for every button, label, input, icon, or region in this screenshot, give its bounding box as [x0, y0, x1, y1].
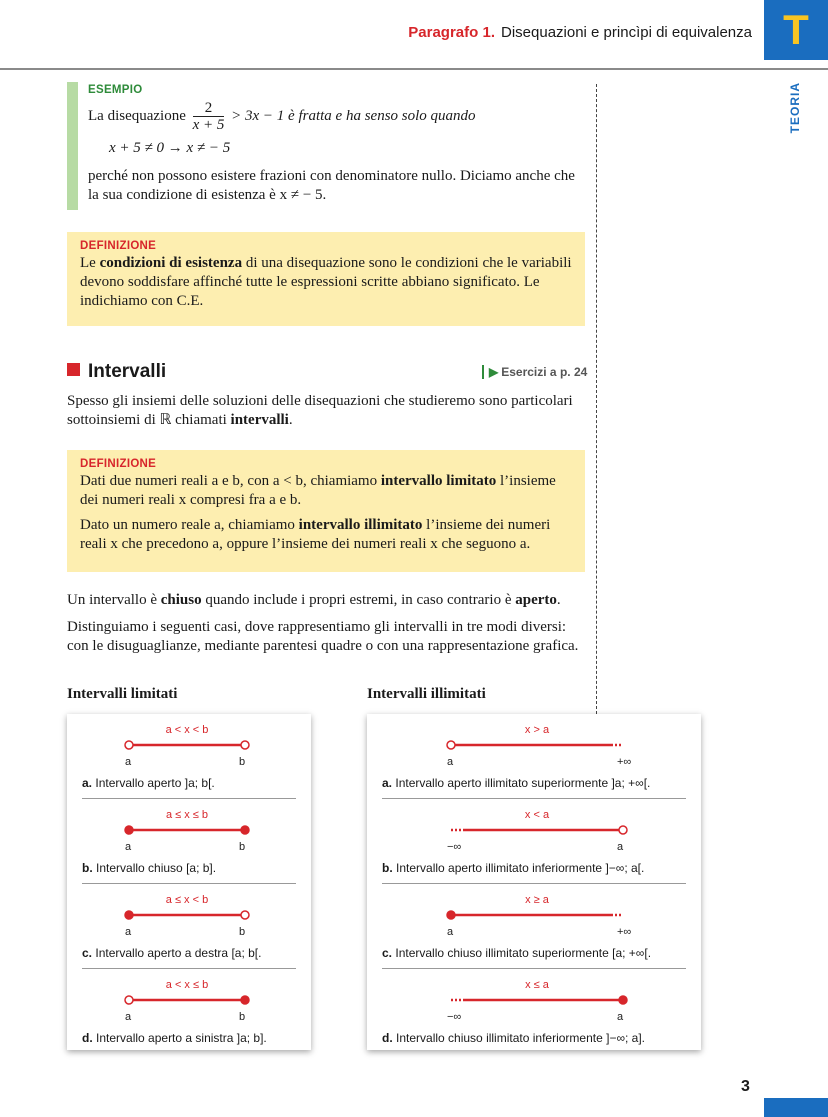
interval-left-label: a — [125, 926, 132, 938]
interval-separator — [382, 968, 686, 969]
example-line-3: perché non possono esistere frazioni con denominatore nullo. Diciamo anche che la sua condizione di esistenza è x ≠ − 5. — [88, 168, 575, 203]
open-endpoint-right — [241, 741, 249, 749]
closed-endpoint-left — [125, 826, 133, 834]
column-divider — [596, 84, 597, 714]
example-tag: ESEMPIO — [88, 84, 143, 96]
interval-inequality: a ≤ x < b — [165, 894, 209, 906]
section-intro — [67, 392, 587, 430]
definition-tag-2: DEFINIZIONE — [80, 458, 157, 470]
definition-2-p2 — [80, 516, 572, 554]
open-endpoint-left — [125, 996, 133, 1004]
interval-caption-text: Intervallo aperto illimitato superiormente ]a; +∞[. — [395, 776, 651, 790]
interval-caption-letter: c. — [382, 946, 393, 960]
interval-separator — [382, 883, 686, 884]
interval-inequality: x ≤ a — [525, 979, 549, 991]
interval-caption-letter: b. — [382, 861, 393, 875]
open-bold: aperto — [515, 592, 557, 608]
definition-tag-1: DEFINIZIONE — [80, 240, 157, 252]
unlimited-intervals-card — [367, 714, 701, 1050]
def2-p1-pre: Dati due numeri reali a e b, con a < b, chiamiamo — [80, 473, 378, 489]
def2-p2-bold: intervallo illimitato — [298, 517, 423, 533]
interval-number-line — [67, 821, 311, 841]
interval-separator — [82, 798, 296, 799]
closed-endpoint-right — [241, 996, 249, 1004]
interval-caption — [382, 861, 644, 875]
side-label-teoria: TEORIA — [788, 82, 802, 134]
closed-endpoint-right — [241, 826, 249, 834]
intro-post: . — [288, 412, 293, 428]
interval-right-label: a — [617, 841, 624, 853]
fraction-numerator: 2 — [204, 100, 213, 116]
interval-item — [367, 722, 701, 802]
interval-caption — [82, 861, 216, 875]
interval-item — [67, 807, 311, 887]
closed-open-text — [67, 591, 587, 610]
interval-separator — [382, 798, 686, 799]
section-title — [67, 361, 166, 383]
interval-caption-letter: d. — [82, 1031, 93, 1045]
interval-item — [67, 977, 311, 1057]
closed-endpoint-left — [447, 911, 455, 919]
interval-caption-text: Intervallo aperto ]a; b[. — [95, 776, 215, 790]
example-formula: x + 5 ≠ 0 → x ≠ − 5 — [109, 140, 231, 156]
interval-left-label: a — [125, 1011, 132, 1023]
interval-left-label: a — [447, 926, 454, 938]
interval-left-label: −∞ — [447, 1011, 462, 1023]
interval-caption — [382, 1031, 645, 1045]
open-endpoint-right — [619, 826, 627, 834]
exercises-link[interactable] — [482, 365, 587, 379]
interval-right-label: b — [239, 841, 246, 853]
section-square-icon — [67, 363, 80, 376]
interval-caption-text: Intervallo chiuso illimitato superiormente [a; +∞[. — [395, 946, 652, 960]
interval-right-label: b — [239, 1011, 246, 1023]
def1-post: di una disequazione sono le condizioni che le variabili devono soddisfare affinché tutte le espressioni scritte abbiano significato. Le indichiamo con C.E. — [80, 255, 572, 309]
closed-post: . — [556, 592, 561, 608]
closed-bold: chiuso — [160, 592, 202, 608]
limited-intervals-card — [67, 714, 311, 1050]
example-line-1-pre: La disequazione — [88, 107, 186, 124]
open-endpoint-left — [447, 741, 455, 749]
definition-2-p1 — [80, 472, 572, 510]
interval-right-label: a — [617, 1011, 624, 1023]
closed-endpoint-right — [619, 996, 627, 1004]
def2-p2-pre: Dato un numero reale a, chiamiamo — [80, 517, 295, 533]
interval-separator — [82, 883, 296, 884]
interval-inequality: a ≤ x ≤ b — [165, 809, 209, 821]
page-corner-bar — [764, 1098, 828, 1117]
page-number: 3 — [741, 1078, 750, 1095]
interval-caption-text: Intervallo chiuso [a; b]. — [96, 861, 217, 875]
open-endpoint-right — [241, 911, 249, 919]
fraction-denominator: x + 5 — [192, 117, 225, 133]
def2-p1-post: l’insieme dei numeri reali x compresi fra a e b. — [80, 473, 556, 508]
example-fraction — [193, 100, 225, 133]
def2-p1-bold: intervallo limitato — [380, 473, 497, 489]
interval-number-line — [367, 821, 701, 841]
interval-separator — [82, 968, 296, 969]
interval-caption-text: Intervallo aperto illimitato inferiormente ]−∞; a[. — [396, 861, 645, 875]
interval-number-line — [367, 736, 701, 756]
interval-inequality: x > a — [524, 724, 550, 736]
interval-item — [67, 722, 311, 802]
example-bar — [67, 82, 78, 210]
closed-mid: quando include i propri estremi, in caso contrario è — [205, 592, 512, 608]
example-line-1 — [88, 100, 587, 133]
interval-number-line — [67, 906, 311, 926]
limited-title: Intervalli limitati — [67, 686, 178, 702]
definition-box-2 — [67, 450, 585, 572]
interval-item — [367, 977, 701, 1057]
interval-caption-text: Intervallo chiuso illimitato inferiormente ]−∞; a]. — [396, 1031, 646, 1045]
page-header — [0, 0, 828, 70]
closed-pre: Un intervallo è — [67, 592, 157, 608]
theory-tab-letter: T — [783, 6, 809, 53]
interval-right-label: +∞ — [617, 926, 632, 938]
theory-tab — [764, 0, 828, 60]
interval-inequality: a < x < b — [165, 724, 209, 736]
interval-caption — [382, 946, 651, 960]
interval-caption-text: Intervallo aperto a destra [a; b[. — [95, 946, 262, 960]
paragraph-heading — [408, 24, 752, 41]
def2-p2-post: l’insieme dei numeri reali x che precedono a, oppure l’insieme dei numeri reali x che seguono a. — [80, 517, 551, 552]
paragraph-title: Disequazioni e princìpi di equivalenza — [501, 24, 752, 41]
interval-caption — [82, 946, 261, 960]
interval-caption-letter: b. — [82, 861, 93, 875]
def1-bold: condizioni di esistenza — [99, 255, 243, 271]
unlimited-title: Intervalli illimitati — [367, 686, 486, 702]
section-title-text: Intervalli — [88, 361, 167, 382]
definition-box-1 — [67, 232, 585, 326]
def1-pre: Le — [80, 255, 96, 271]
play-triangle-icon: ▶ — [489, 365, 499, 379]
interval-right-label: b — [239, 926, 246, 938]
interval-inequality: a < x ≤ b — [165, 979, 209, 991]
interval-caption-letter: d. — [382, 1031, 393, 1045]
interval-item — [367, 807, 701, 887]
interval-left-label: a — [447, 756, 454, 768]
cases-text: Distinguiamo i seguenti casi, dove rappresentiamo gli intervalli in tre modi diversi: con le disuguaglianze, mediante parentesi quadre o con una rappresentazione grafica. — [67, 619, 579, 654]
paragraph-number: Paragrafo 1. — [408, 24, 495, 41]
example-box — [67, 82, 587, 210]
closed-endpoint-left — [125, 911, 133, 919]
interval-caption — [82, 1031, 267, 1045]
open-endpoint-left — [125, 741, 133, 749]
definition-1-text — [80, 254, 572, 311]
interval-number-line — [367, 906, 701, 926]
interval-caption — [382, 776, 650, 790]
interval-caption — [82, 776, 215, 790]
interval-item — [367, 892, 701, 972]
interval-number-line — [367, 991, 701, 1011]
interval-number-line — [67, 991, 311, 1011]
interval-number-line — [67, 736, 311, 756]
intro-bold: intervalli — [230, 412, 289, 428]
interval-inequality: x < a — [524, 809, 550, 821]
interval-right-label: +∞ — [617, 756, 632, 768]
interval-caption-letter: a. — [382, 776, 393, 790]
interval-inequality: x ≥ a — [525, 894, 549, 906]
interval-caption-text: Intervallo aperto a sinistra ]a; b]. — [96, 1031, 267, 1045]
interval-left-label: a — [125, 841, 132, 853]
interval-right-label: b — [239, 756, 246, 768]
interval-left-label: a — [125, 756, 132, 768]
interval-caption-letter: c. — [82, 946, 93, 960]
example-line-1-post: > 3x − 1 è fratta e ha senso solo quando — [231, 107, 476, 124]
interval-left-label: −∞ — [447, 841, 462, 853]
exercises-link-text: Esercizi a p. 24 — [501, 365, 588, 379]
interval-item — [67, 892, 311, 972]
interval-caption-letter: a. — [82, 776, 93, 790]
intro-pre: Spesso gli insiemi delle soluzioni delle disequazioni che studieremo sono particolari sottoinsiemi di ℝ chiamati — [67, 393, 573, 428]
